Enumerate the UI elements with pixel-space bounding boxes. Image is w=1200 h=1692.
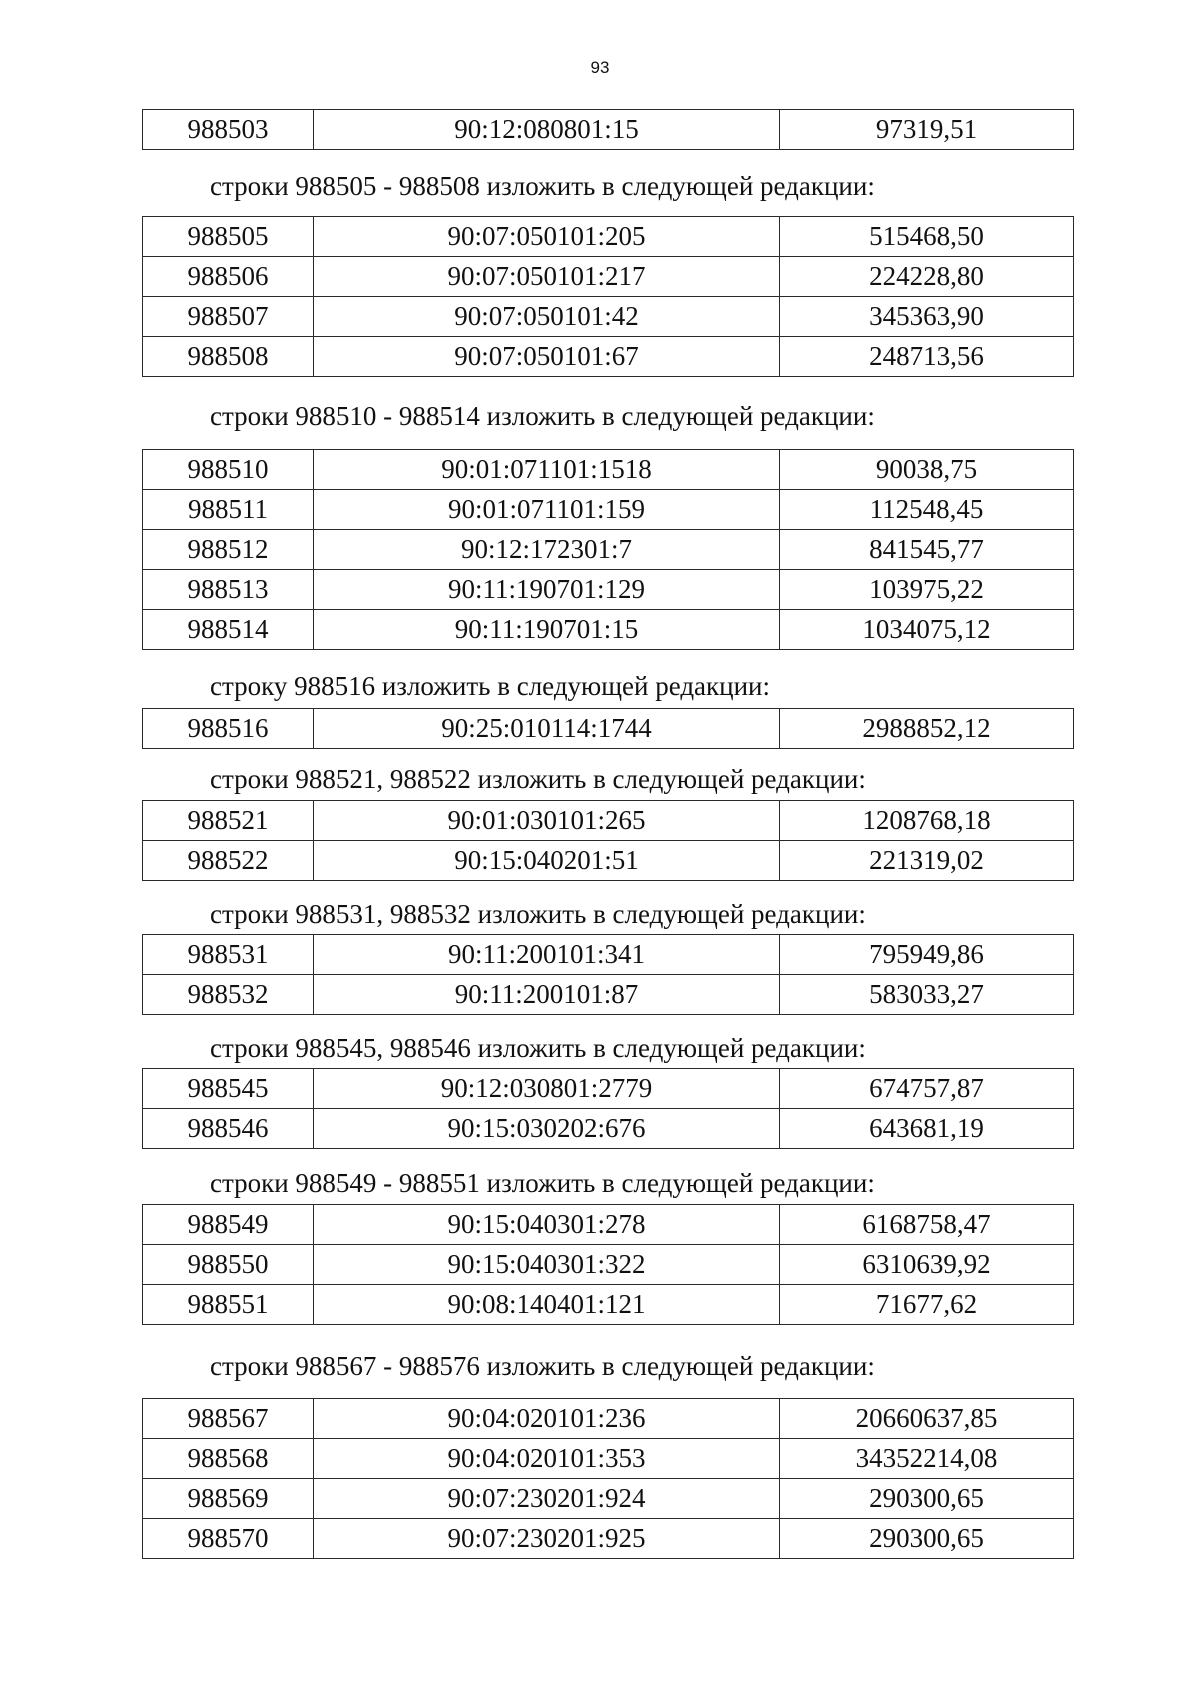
data-table (142, 934, 1074, 1015)
row-number-cell: 988531 (143, 935, 314, 975)
row-number-cell: 988510 (143, 450, 314, 490)
row-number-cell: 988508 (143, 337, 314, 377)
cadastral-number-cell: 90:01:030101:265 (314, 801, 780, 841)
table-row (143, 1205, 1074, 1245)
data-table (142, 449, 1074, 650)
table-row (143, 1439, 1074, 1479)
value-cell: 515468,50 (780, 217, 1074, 257)
cadastral-number-cell: 90:07:230201:924 (314, 1479, 780, 1519)
row-number-cell: 988550 (143, 1245, 314, 1285)
row-number-cell: 988570 (143, 1519, 314, 1559)
table-block (0, 761, 1200, 881)
section-heading: строки 988521, 988522 изложить в следующей редакции: (210, 764, 866, 794)
row-number-cell: 988551 (143, 1285, 314, 1325)
table-row (143, 570, 1074, 610)
table-block (0, 1030, 1200, 1149)
page-number: 93 (590, 58, 610, 77)
cadastral-number-cell: 90:25:010114:1744 (314, 709, 780, 749)
row-number-cell: 988545 (143, 1069, 314, 1109)
table-row (143, 490, 1074, 530)
value-cell: 221319,02 (780, 841, 1074, 881)
table-row (143, 1069, 1074, 1109)
table-row (143, 217, 1074, 257)
table-row (143, 709, 1074, 749)
data-table (142, 708, 1074, 749)
value-cell: 2988852,12 (780, 709, 1074, 749)
table-row (143, 1109, 1074, 1149)
cadastral-number-cell: 90:01:071101:159 (314, 490, 780, 530)
value-cell: 841545,77 (780, 530, 1074, 570)
cadastral-number-cell: 90:15:040301:278 (314, 1205, 780, 1245)
value-cell: 1208768,18 (780, 801, 1074, 841)
table-row (143, 297, 1074, 337)
table-block (0, 1348, 1200, 1559)
table-block (0, 896, 1200, 1015)
table-block (0, 668, 1200, 749)
table-row (143, 1479, 1074, 1519)
cadastral-number-cell: 90:04:020101:236 (314, 1399, 780, 1439)
data-table (142, 1068, 1074, 1149)
table-row (143, 801, 1074, 841)
cadastral-number-cell: 90:11:200101:87 (314, 975, 780, 1015)
value-cell: 345363,90 (780, 297, 1074, 337)
cadastral-number-cell: 90:04:020101:353 (314, 1439, 780, 1479)
value-cell: 97319,51 (780, 110, 1074, 150)
value-cell: 674757,87 (780, 1069, 1074, 1109)
section-heading: строки 988510 - 988514 изложить в следующей редакции: (210, 401, 875, 431)
data-table (142, 216, 1074, 377)
value-cell: 71677,62 (780, 1285, 1074, 1325)
table-block (0, 1165, 1200, 1325)
table-row (143, 841, 1074, 881)
section-heading: строки 988531, 988532 изложить в следующей редакции: (210, 899, 866, 929)
data-table (142, 1398, 1074, 1559)
value-cell: 290300,65 (780, 1519, 1074, 1559)
row-number-cell: 988549 (143, 1205, 314, 1245)
row-number-cell: 988546 (143, 1109, 314, 1149)
cadastral-number-cell: 90:07:050101:42 (314, 297, 780, 337)
cadastral-number-cell: 90:15:040301:322 (314, 1245, 780, 1285)
table-row (143, 1519, 1074, 1559)
cadastral-number-cell: 90:01:071101:1518 (314, 450, 780, 490)
table-block (0, 168, 1200, 377)
cadastral-number-cell: 90:12:030801:2779 (314, 1069, 780, 1109)
value-cell: 103975,22 (780, 570, 1074, 610)
row-number-cell: 988567 (143, 1399, 314, 1439)
row-number-cell: 988568 (143, 1439, 314, 1479)
cadastral-number-cell: 90:15:030202:676 (314, 1109, 780, 1149)
cadastral-number-cell: 90:15:040201:51 (314, 841, 780, 881)
table-row (143, 530, 1074, 570)
value-cell: 112548,45 (780, 490, 1074, 530)
value-cell: 583033,27 (780, 975, 1074, 1015)
row-number-cell: 988512 (143, 530, 314, 570)
table-row (143, 110, 1074, 150)
value-cell: 224228,80 (780, 257, 1074, 297)
table-row (143, 1285, 1074, 1325)
row-number-cell: 988511 (143, 490, 314, 530)
row-number-cell: 988505 (143, 217, 314, 257)
section-heading: строки 988567 - 988576 изложить в следующей редакции: (210, 1351, 875, 1381)
value-cell: 34352214,08 (780, 1439, 1074, 1479)
value-cell: 248713,56 (780, 337, 1074, 377)
row-number-cell: 988503 (143, 110, 314, 150)
table-row (143, 935, 1074, 975)
table-row (143, 450, 1074, 490)
row-number-cell: 988513 (143, 570, 314, 610)
row-number-cell: 988516 (143, 709, 314, 749)
data-table (142, 109, 1074, 150)
cadastral-number-cell: 90:07:230201:925 (314, 1519, 780, 1559)
value-cell: 643681,19 (780, 1109, 1074, 1149)
value-cell: 795949,86 (780, 935, 1074, 975)
cadastral-number-cell: 90:11:200101:341 (314, 935, 780, 975)
value-cell: 1034075,12 (780, 610, 1074, 650)
value-cell: 20660637,85 (780, 1399, 1074, 1439)
row-number-cell: 988532 (143, 975, 314, 1015)
table-row (143, 337, 1074, 377)
section-heading: строки 988549 - 988551 изложить в следующей редакции: (210, 1168, 875, 1198)
cadastral-number-cell: 90:11:190701:129 (314, 570, 780, 610)
table-row (143, 610, 1074, 650)
section-heading: строку 988516 изложить в следующей редакции: (210, 671, 771, 701)
cadastral-number-cell: 90:08:140401:121 (314, 1285, 780, 1325)
data-table (142, 1204, 1074, 1325)
table-row (143, 1399, 1074, 1439)
table-row (143, 1245, 1074, 1285)
section-heading: строки 988505 - 988508 изложить в следующей редакции: (210, 171, 875, 201)
cadastral-number-cell: 90:11:190701:15 (314, 610, 780, 650)
cadastral-number-cell: 90:07:050101:205 (314, 217, 780, 257)
table-row (143, 257, 1074, 297)
row-number-cell: 988507 (143, 297, 314, 337)
row-number-cell: 988522 (143, 841, 314, 881)
data-table (142, 800, 1074, 881)
value-cell: 6310639,92 (780, 1245, 1074, 1285)
row-number-cell: 988521 (143, 801, 314, 841)
row-number-cell: 988514 (143, 610, 314, 650)
row-number-cell: 988569 (143, 1479, 314, 1519)
cadastral-number-cell: 90:12:172301:7 (314, 530, 780, 570)
cadastral-number-cell: 90:07:050101:217 (314, 257, 780, 297)
value-cell: 6168758,47 (780, 1205, 1074, 1245)
table-row (143, 975, 1074, 1015)
row-number-cell: 988506 (143, 257, 314, 297)
table-block (0, 109, 1200, 150)
table-block (0, 398, 1200, 650)
section-heading: строки 988545, 988546 изложить в следующей редакции: (210, 1033, 866, 1063)
cadastral-number-cell: 90:12:080801:15 (314, 110, 780, 150)
value-cell: 290300,65 (780, 1479, 1074, 1519)
cadastral-number-cell: 90:07:050101:67 (314, 337, 780, 377)
value-cell: 90038,75 (780, 450, 1074, 490)
